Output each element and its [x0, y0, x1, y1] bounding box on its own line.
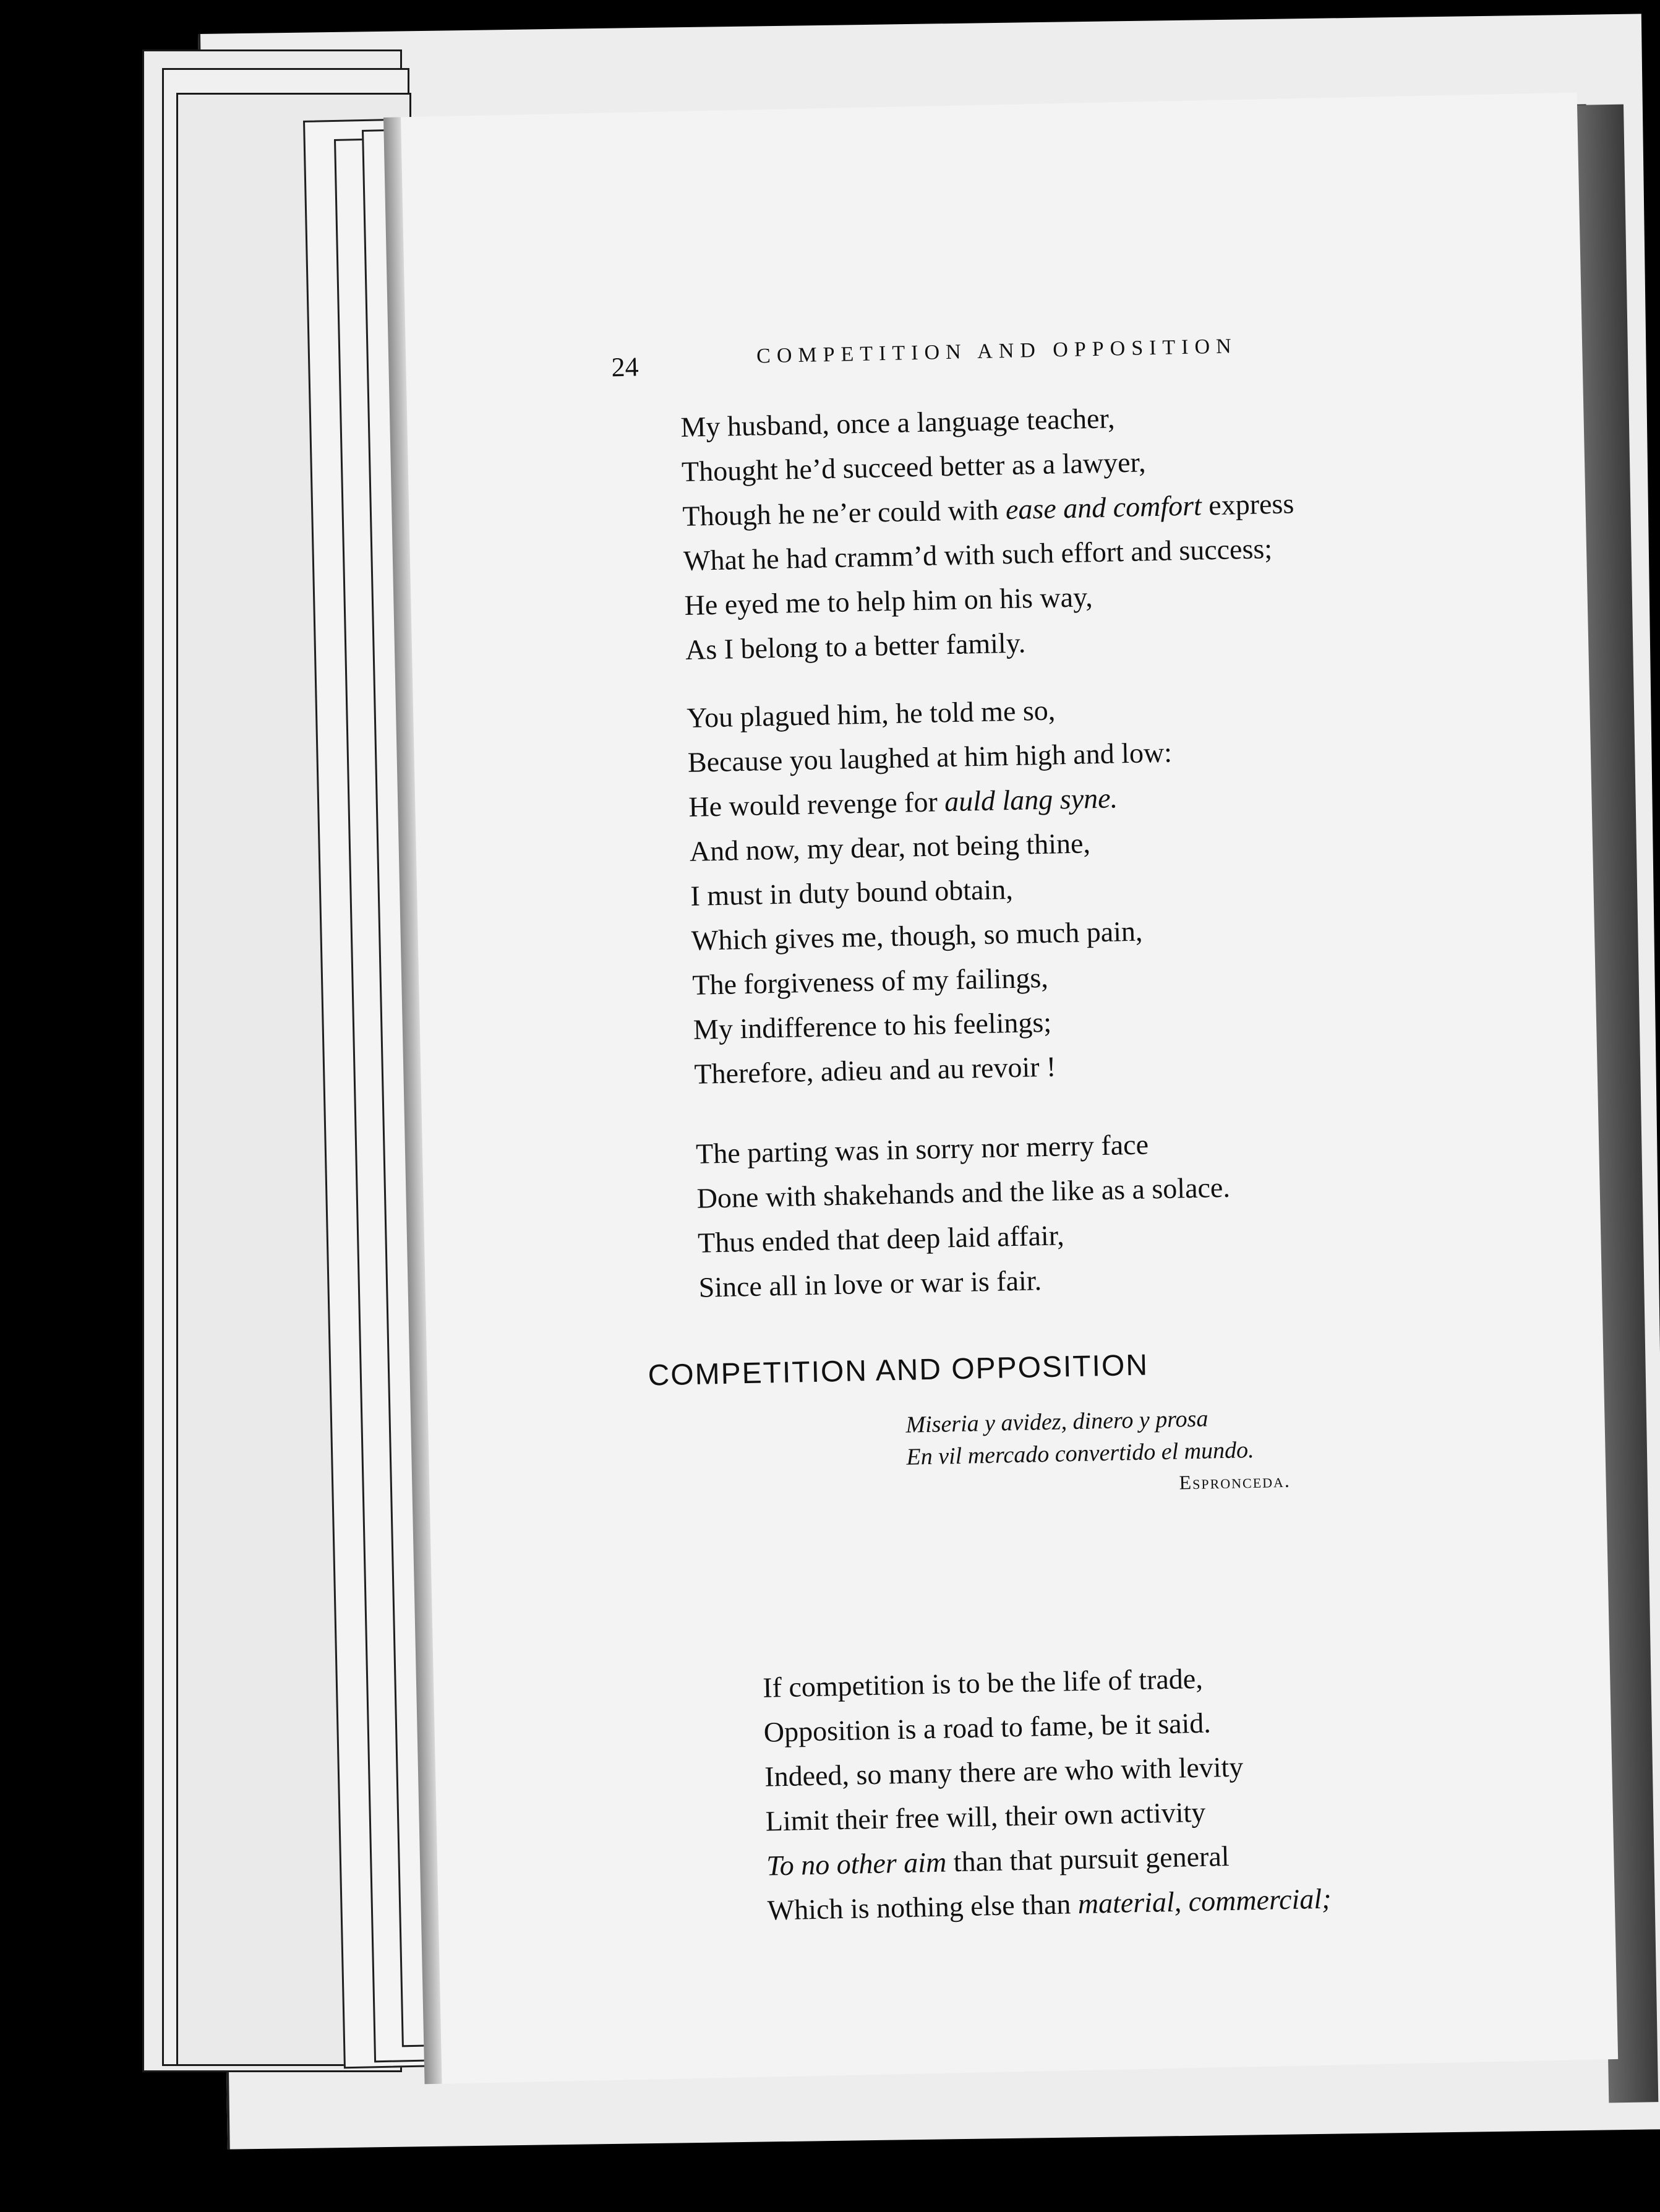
poem-line-text: Done with shakehands and the like as a solace. [696, 1171, 1231, 1214]
poem-line-text: Thought he’d succeed better as a lawyer, [681, 446, 1146, 488]
poem-line-text: You plagued him, he told me so, [686, 694, 1056, 734]
poem-line-text: Limit their free will, their own activity [765, 1796, 1206, 1837]
epigraph-line: Miseria y avidez, dinero y prosa [905, 1405, 1209, 1438]
poem-line-text: ease and comfort [1005, 489, 1202, 526]
poem-line-text: Which gives me, though, so much pain, [691, 915, 1143, 956]
epigraph-attribution: Espronceda. [1179, 1468, 1291, 1494]
poem-line-text: He eyed me to help him on his way, [684, 581, 1093, 621]
poem-line-text: material, commercial; [1077, 1882, 1332, 1920]
poem-line-text: To no other aim [766, 1846, 947, 1882]
stanza [687, 686, 1179, 1097]
poem-line-text: Opposition is a road to fame, be it said. [763, 1707, 1212, 1748]
poem-line-text: My indifference to his feelings; [693, 1006, 1052, 1045]
poem-line-text: My husband, once a language teacher, [680, 402, 1115, 444]
poem-line-text: express [1201, 487, 1294, 521]
poem-line [694, 1042, 1179, 1096]
poem-line-text: I must in duty bound obtain, [690, 873, 1014, 912]
stanza [695, 1121, 1232, 1310]
poem-line-text: As I belong to a better family. [685, 627, 1026, 666]
poem-line-text: Therefore, adieu and au revoir ! [693, 1050, 1056, 1090]
stanza [680, 392, 1298, 672]
poem-line-text: The parting was in sorry nor merry face [695, 1128, 1149, 1170]
poem-line-text: Though he ne’er could with [682, 494, 1006, 533]
poem-line-text: He would revenge for [688, 786, 945, 823]
poem-line-text: Thus ended that deep laid affair, [697, 1219, 1065, 1259]
poem-line-text: Since all in love or war is fair. [698, 1264, 1042, 1303]
poem-line-text: If competition is to be the life of trade, [762, 1662, 1204, 1704]
stanza [763, 1654, 1332, 1933]
poem-line-text: Because you laughed at him high and low: [687, 736, 1173, 778]
running-head [611, 330, 1478, 391]
book-page [383, 93, 1618, 2085]
poem-line-text: The forgiveness of my failings, [691, 961, 1049, 1001]
poem-line-text: What he had cramm’d with such effort and success; [683, 533, 1273, 577]
running-title: COMPETITION AND OPPOSITION [756, 335, 1238, 368]
section-title: COMPETITION AND OPPOSITION [648, 1348, 1149, 1392]
epigraph-line: En vil mercado convertido el mundo. [906, 1436, 1254, 1470]
poem-line-text: Indeed, so many there are who with levity [764, 1751, 1244, 1793]
poem-line-text: And now, my dear, not being thine, [689, 827, 1091, 867]
epigraph [905, 1399, 1401, 1473]
poem-line-text: than that pursuit general [946, 1840, 1230, 1878]
page-number: 24 [611, 351, 640, 383]
poem-line-text: auld lang syne. [944, 782, 1118, 818]
poem-line-text: Which is nothing else than [767, 1888, 1079, 1926]
